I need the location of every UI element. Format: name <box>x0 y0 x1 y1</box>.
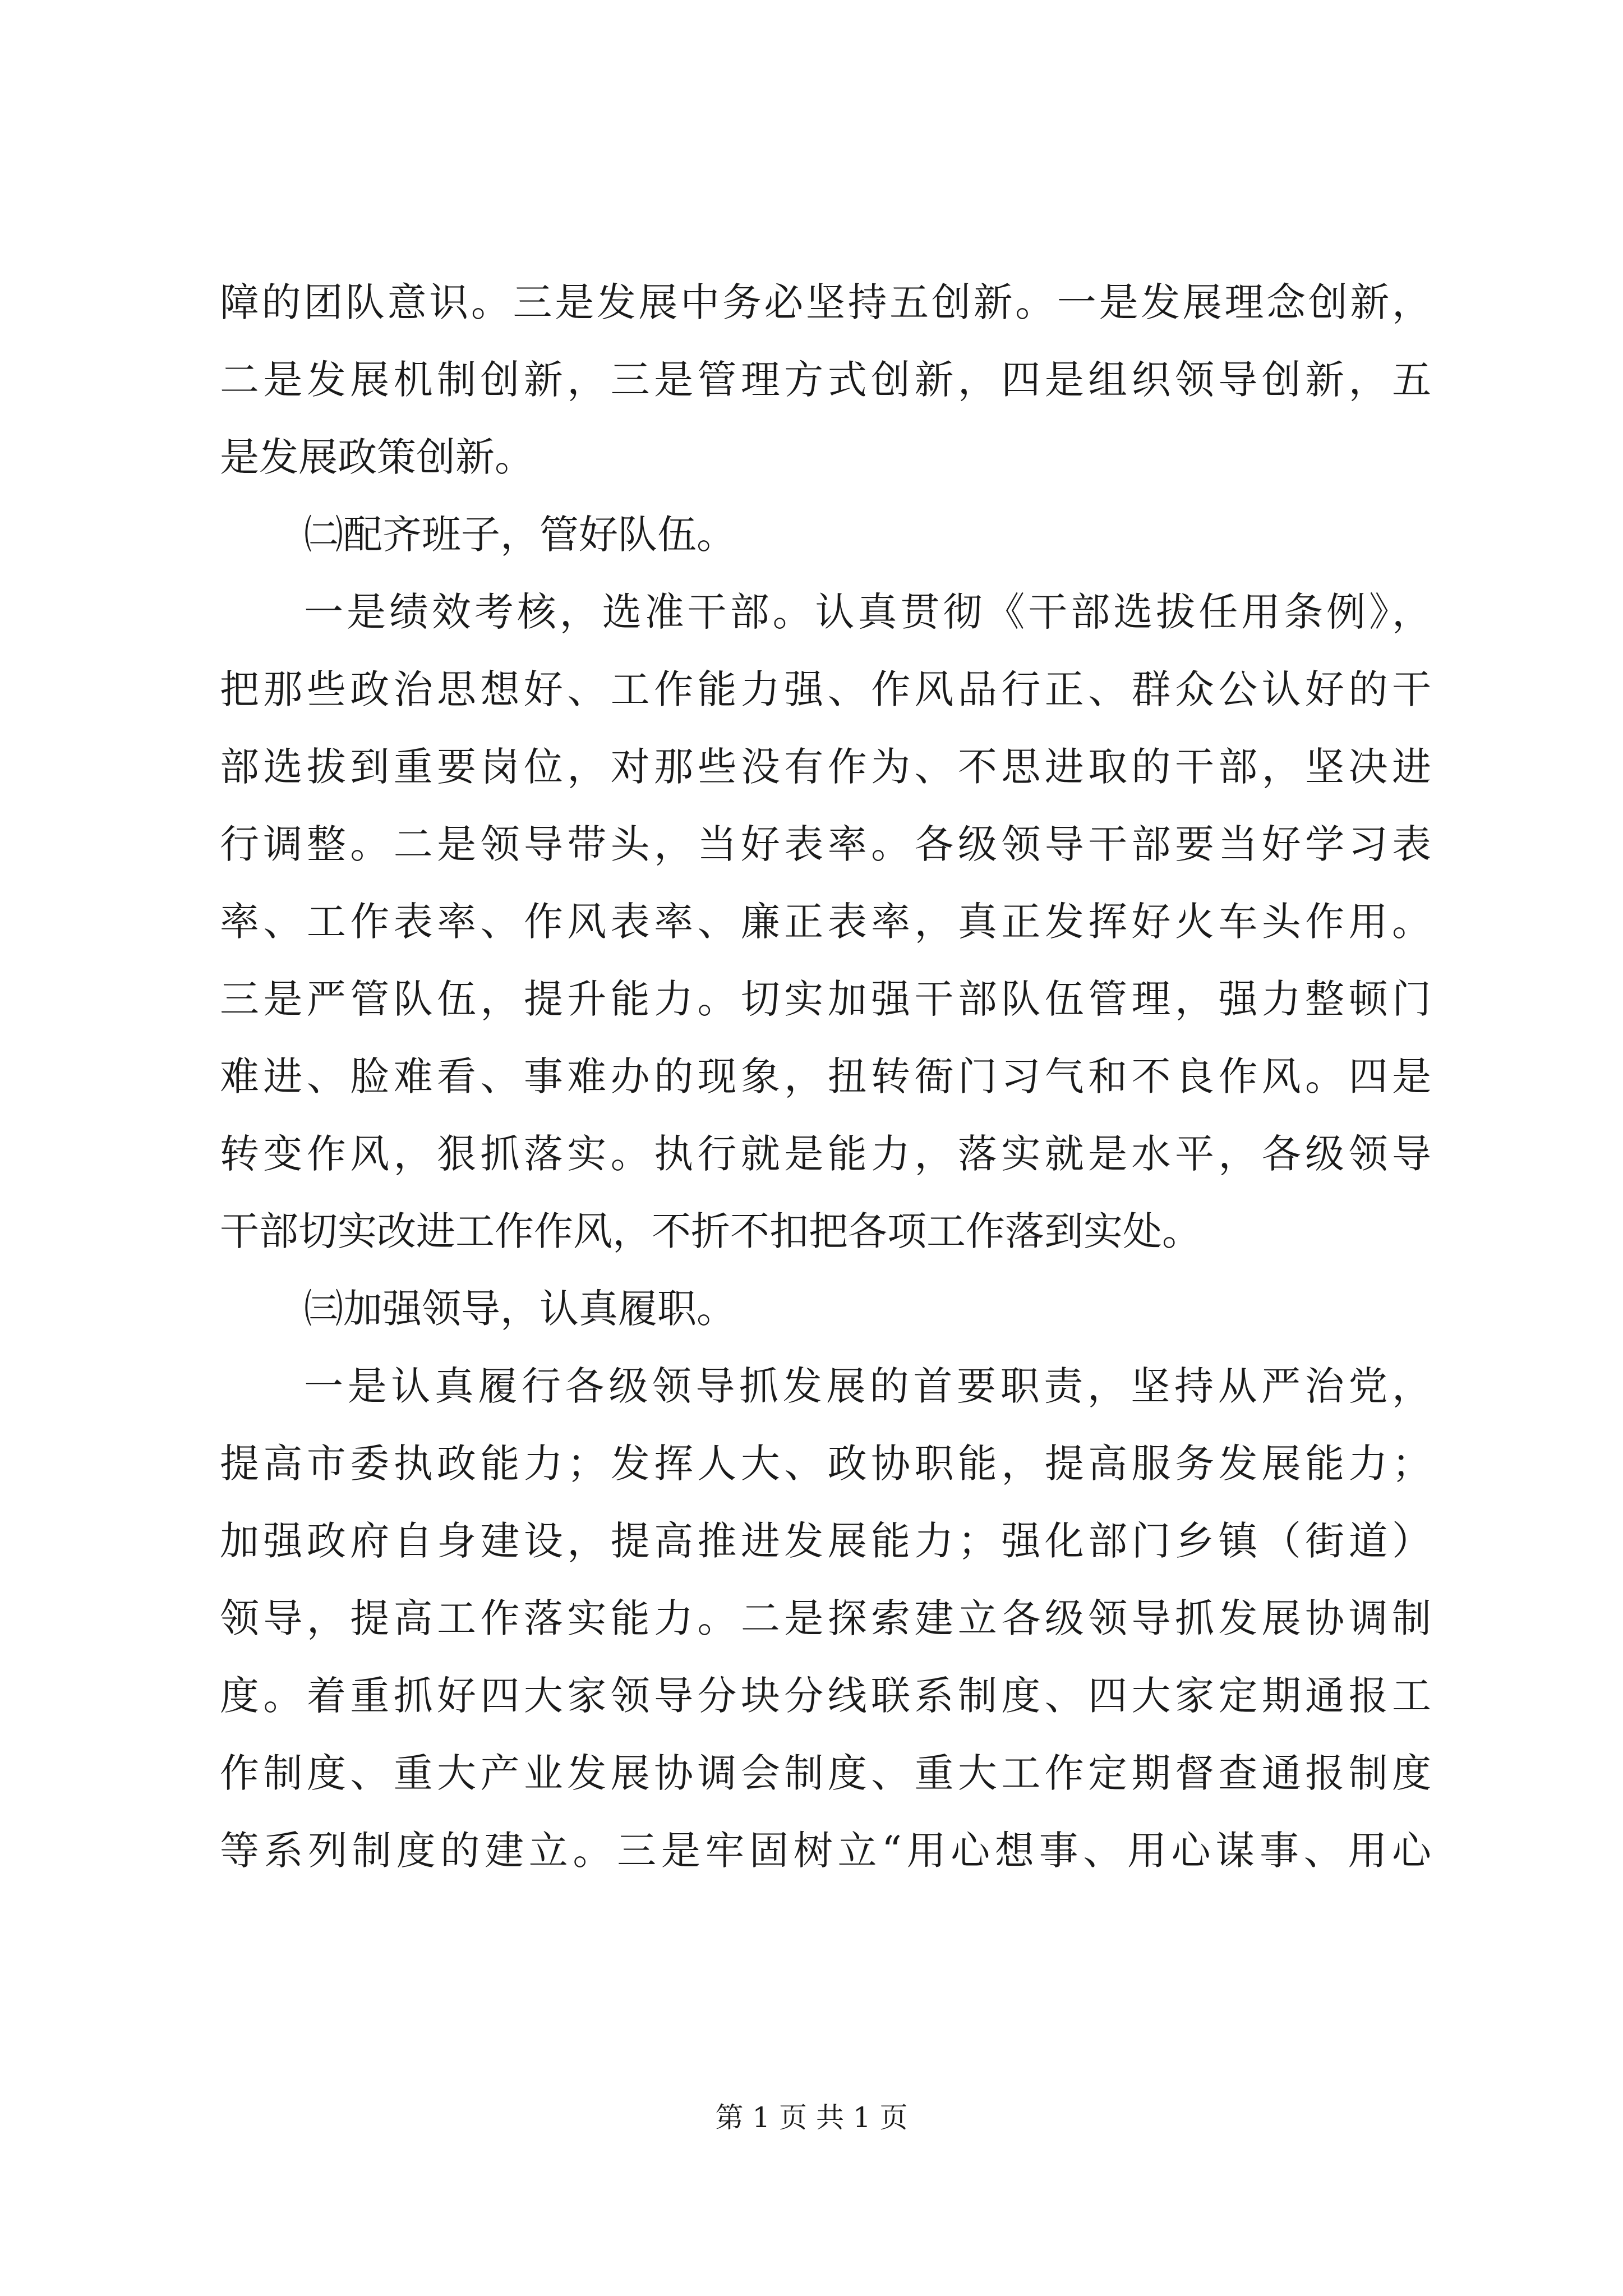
text-line: 干部切实改进工作作风，不折不扣把各项工作落到实处。 <box>220 1208 1201 1254</box>
document-body <box>220 264 1431 1889</box>
text-line: ㈢加强领导，认真履职。 <box>304 1286 736 1332</box>
text-line: 难进、脸难看、事难办的现象，扭转衙门习气和不良作风。四是 <box>220 1053 1431 1099</box>
page-footer: 第 1 页 共 1 页 <box>715 2101 908 2134</box>
text-line: 障的团队意识。三是发展中务必坚持五创新。一是发展理念创新， <box>220 279 1431 325</box>
text-line: 等系列制度的建立。三是牢固树立“用心想事、用心谋事、用心 <box>220 1828 1431 1874</box>
text-line: 率、工作表率、作风表率、廉正表率，真正发挥好火车头作用。 <box>220 899 1431 945</box>
text-line: 作制度、重大产业发展协调会制度、重大工作定期督查通报制度 <box>220 1750 1431 1796</box>
text-line: 一是认真履行各级领导抓发展的首要职责，坚持从严治党， <box>304 1363 1431 1409</box>
text-line: 二是发展机制创新，三是管理方式创新，四是组织领导创新，五 <box>220 357 1431 403</box>
text-line: 提高市委执政能力；发挥人大、政协职能，提高服务发展能力； <box>220 1441 1431 1487</box>
text-line: 部选拔到重要岗位，对那些没有作为、不思进取的干部，坚决进 <box>220 744 1431 790</box>
text-line: 是发展政策创新。 <box>220 434 534 480</box>
text-line: 一是绩效考核，选准干部。认真贯彻《干部选拔任用条例》， <box>304 589 1431 635</box>
text-line: 加强政府自身建设，提高推进发展能力；强化部门乡镇（街道） <box>220 1518 1431 1564</box>
text-line: 三是严管队伍，提升能力。切实加强干部队伍管理，强力整顿门 <box>220 976 1431 1022</box>
text-line: 把那些政治思想好、工作能力强、作风品行正、群众公认好的干 <box>220 666 1431 712</box>
text-line: 领导，提高工作落实能力。二是探索建立各级领导抓发展协调制 <box>220 1595 1431 1641</box>
text-line: 行调整。二是领导带头，当好表率。各级领导干部要当好学习表 <box>220 821 1431 867</box>
text-line: 转变作风，狠抓落实。执行就是能力，落实就是水平，各级领导 <box>220 1131 1431 1177</box>
text-line: 度。着重抓好四大家领导分块分线联系制度、四大家定期通报工 <box>220 1673 1431 1719</box>
text-line: ㈡配齐班子，管好队伍。 <box>304 512 736 558</box>
